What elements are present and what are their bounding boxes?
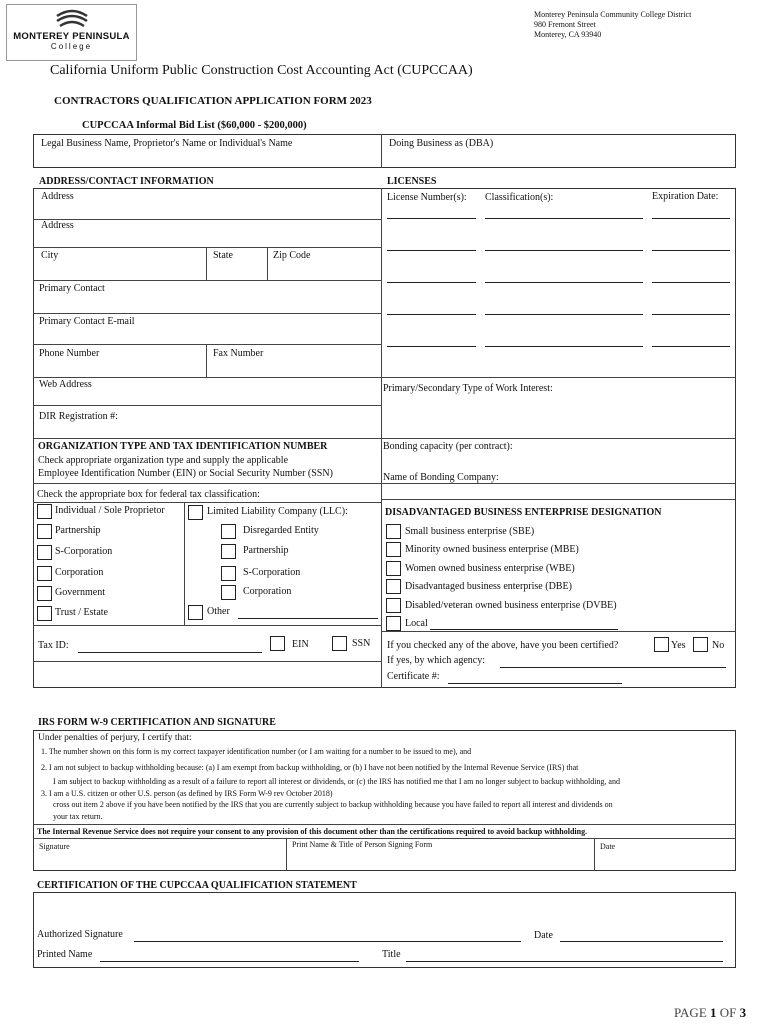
certificate-label: Certificate #: [387,671,440,682]
dbe-label: Disadvantaged business enterprise (DBE) [405,581,572,592]
printed-name-label: Printed Name [37,949,93,960]
zip-label: Zip Code [273,250,311,261]
irs-note: The Internal Revenue Service does not require your consent to any provision of this document other than the certifications required to avoid backup withholding. [37,827,588,836]
dvbe-checkbox[interactable] [386,598,401,613]
classification-label: Classification(s): [485,192,554,203]
w9-item3b: cross out item 2 above if you have been notified by the IRS that you are currently subject to backup withholding because you have failed to report all interest and dividends on [53,800,613,809]
sbe-checkbox[interactable] [386,524,401,539]
certification-title: CERTIFICATION OF THE CUPCCAA QUALIFICATION STATEMENT [37,880,357,891]
certified-no-checkbox[interactable] [693,637,708,652]
dba-label: Doing Business as (DBA) [389,138,494,149]
sbe-label: Small business enterprise (SBE) [405,526,535,537]
expiration-line[interactable] [652,346,730,347]
other-checkbox[interactable] [188,605,203,620]
page-total: 3 [739,1005,747,1020]
fax-label: Fax Number [213,348,264,359]
cert-date-line[interactable] [560,941,723,942]
agency-label: If yes, by which agency: [387,655,486,666]
license-line[interactable] [387,346,476,347]
certified-yes-checkbox[interactable] [654,637,669,652]
corporation-checkbox[interactable] [37,566,52,581]
expiration-line[interactable] [652,250,730,251]
city-label: City [41,250,59,261]
wbe-label: Women owned business enterprise (WBE) [405,563,575,574]
trust-checkbox[interactable] [37,606,52,621]
classification-line[interactable] [485,282,643,283]
address1-label: Address [41,191,74,202]
other-label: Other [207,606,230,617]
cert-title-line[interactable] [406,961,723,962]
bonding-capacity-label: Bonding capacity (per contract): [383,441,513,452]
license-line[interactable] [387,218,476,219]
llc-corporation-checkbox[interactable] [221,585,236,600]
auth-sig-line[interactable] [134,941,521,942]
sole-proprietor-label: Individual / Sole Proprietor [55,505,165,516]
disregarded-entity-label: Disregarded Entity [243,525,319,536]
auth-sig-label: Authorized Signature [37,929,123,940]
form-title: CONTRACTORS QUALIFICATION APPLICATION FORM 2023 [54,95,372,107]
expiration-line[interactable] [652,218,730,219]
w9-intro: Under penalties of perjury, I certify that: [38,733,192,743]
license-number-label: License Number(s): [387,192,467,203]
address-section-title: ADDRESS/CONTACT INFORMATION [39,176,214,187]
local-line[interactable] [430,629,618,630]
partnership-label: Partnership [55,525,101,536]
ssn-label: SSN [352,638,371,649]
ein-label: EIN [292,639,309,650]
s-corp-checkbox[interactable] [37,545,52,560]
w9-item2b: I am subject to backup withholding as a result of a failure to report all interest or dividends, or (c) the IRS has notified me that I am no longer subject to backup withholding, and [53,777,620,786]
w9-print-name-label: Print Name & Title of Person Signing Form [292,840,433,849]
printed-name-line[interactable] [100,961,359,962]
sole-proprietor-checkbox[interactable] [37,504,52,519]
org-instr1: Check appropriate organization type and supply the applicable [38,455,289,466]
tax-id-label: Tax ID: [38,640,69,651]
llc-partnership-label: Partnership [243,545,289,556]
llc-label: Limited Liability Company (LLC): [207,506,348,517]
licenses-section-title: LICENSES [387,176,437,187]
bid-list-title: CUPCCAA Informal Bid List ($60,000 - $200,000) [82,120,307,131]
ssn-checkbox[interactable] [332,636,347,651]
corporation-label: Corporation [55,567,104,578]
trust-label: Trust / Estate [55,607,108,618]
government-checkbox[interactable] [37,586,52,601]
org-instr2: Employee Identification Number (EIN) or Social Security Number (SSN) [38,468,333,479]
logo-name: MONTEREY PENINSULA [13,31,130,42]
llc-checkbox[interactable] [188,505,203,520]
local-label: Local [405,618,428,629]
certificate-line[interactable] [448,683,622,684]
legal-name-label: Legal Business Name, Proprietor's Name or Individual's Name [41,138,293,149]
dbe-checkbox[interactable] [386,579,401,594]
expiration-line[interactable] [652,314,730,315]
w9-item1: 1. The number shown on this form is my correct taxpayer identification number (or I am waiting for a number to be issued to me), and [41,747,472,756]
wave-logo-icon [52,8,92,32]
w9-signature-label: Signature [39,842,70,851]
bonding-company-label: Name of Bonding Company: [383,472,499,483]
act-title: California Uniform Public Construction Cost Accounting Act (CUPCCAA) [50,63,473,78]
dir-label: DIR Registration #: [39,411,118,422]
college-logo [6,4,137,61]
district-city: Monterey, CA 93940 [534,30,602,39]
certified-yes-label: Yes [671,640,686,651]
page-prefix: PAGE [674,1005,711,1020]
web-label: Web Address [39,379,92,390]
classification-line[interactable] [485,346,643,347]
certified-no-label: No [712,640,725,651]
llc-s-corp-checkbox[interactable] [221,566,236,581]
s-corp-label: S-Corporation [55,546,113,557]
tax-id-line[interactable] [78,652,262,653]
classification-line[interactable] [485,314,643,315]
expiration-line[interactable] [652,282,730,283]
llc-partnership-checkbox[interactable] [221,544,236,559]
license-line[interactable] [387,250,476,251]
certified-question: If you checked any of the above, have you been certified? [387,640,619,651]
page-number: 1 [710,1005,717,1020]
page-of: OF [716,1005,740,1020]
org-title: ORGANIZATION TYPE AND TAX IDENTIFICATION NUMBER [38,441,328,452]
page-indicator [674,1005,746,1021]
license-line[interactable] [387,282,476,283]
disregarded-entity-checkbox[interactable] [221,524,236,539]
government-label: Government [55,587,105,598]
other-line[interactable] [238,618,378,619]
phone-label: Phone Number [39,348,100,359]
classification-line[interactable] [485,218,643,219]
cert-title-label: Title [382,949,401,960]
mbe-label: Minority owned business enterprise (MBE) [405,544,579,555]
work-interest-label: Primary/Secondary Type of Work Interest: [383,383,553,394]
local-checkbox[interactable] [386,616,401,631]
state-label: State [213,250,233,261]
llc-s-corp-label: S-Corporation [243,567,301,578]
primary-contact-label: Primary Contact [39,283,105,294]
agency-line[interactable] [500,667,726,668]
w9-item2: 2. I am not subject to backup withholding because: (a) I am exempt from backup withholding, or (b) I have not been notified by the Internal Revenue Service (IRS) that [41,763,579,772]
dvbe-label: Disabled/veteran owned business enterprise (DVBE) [405,600,617,611]
ein-checkbox[interactable] [270,636,285,651]
federal-tax-label: Check the appropriate box for federal tax classification: [37,489,260,500]
w9-item3: 3. I am a U.S. citizen or other U.S. person (as defined by IRS Form W-9 rev October 2018) [41,789,333,798]
mbe-checkbox[interactable] [386,542,401,557]
w9-date-label: Date [600,842,616,851]
license-line[interactable] [387,314,476,315]
partnership-checkbox[interactable] [37,524,52,539]
logo-sub: College [50,42,93,51]
cert-date-label: Date [534,930,553,941]
classification-line[interactable] [485,250,643,251]
dbe-title: DISADVANTAGED BUSINESS ENTERPRISE DESIGNATION [385,507,662,518]
wbe-checkbox[interactable] [386,561,401,576]
w9-title: IRS FORM W-9 CERTIFICATION AND SIGNATURE [38,717,276,728]
w9-item3c: your tax return. [53,812,103,821]
llc-corporation-label: Corporation [243,586,292,597]
expiration-label: Expiration Date: [652,191,719,202]
address2-label: Address [41,220,74,231]
district-name: Monterey Peninsula Community College District [534,10,692,19]
district-street: 980 Fremont Street [534,20,596,29]
primary-email-label: Primary Contact E-mail [39,316,135,327]
